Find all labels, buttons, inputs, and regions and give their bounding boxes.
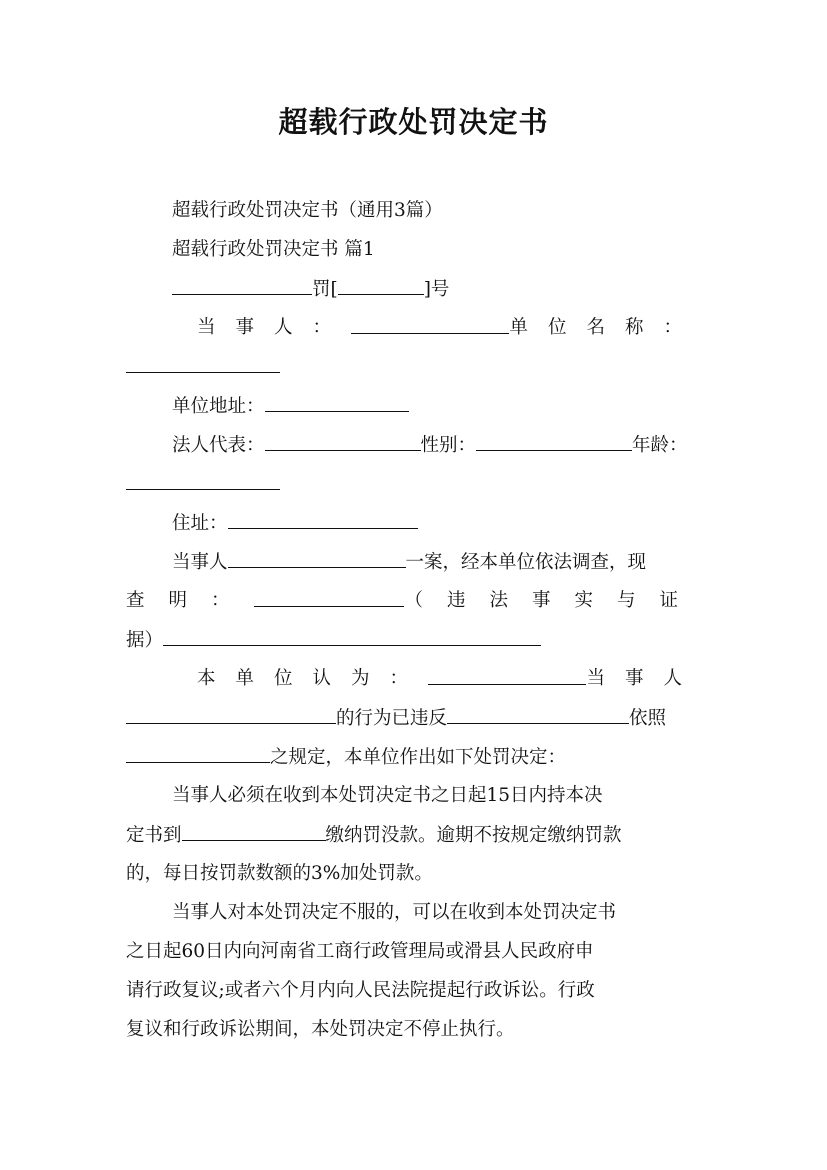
according-text: 依照 bbox=[629, 708, 667, 729]
legal-rep-field[interactable] bbox=[265, 433, 421, 451]
evidence-field[interactable] bbox=[163, 628, 541, 646]
opinion-label: 本单位认为： bbox=[197, 668, 429, 689]
gender-field[interactable] bbox=[476, 433, 632, 451]
gender-label: 性别： bbox=[420, 435, 477, 456]
payment-text: 缴纳罚没款。逾期不按规定缴纳罚款 bbox=[325, 825, 622, 846]
appeal-line-3: 请行政复议;或者六个月内向人民法院提起行政诉讼。行政 bbox=[126, 980, 595, 1001]
opinion-party-label: 当事人 bbox=[586, 668, 702, 689]
residence-field[interactable] bbox=[228, 511, 418, 529]
unit-name-continuation bbox=[126, 355, 280, 380]
document-number-line bbox=[172, 277, 449, 302]
decision-line-2 bbox=[126, 823, 622, 848]
unit-name-field[interactable] bbox=[126, 355, 280, 373]
appeal-line-1: 当事人对本处罚决定不服的，可以在收到本处罚决定书 bbox=[172, 902, 617, 923]
payment-place-label: 定书到 bbox=[126, 825, 182, 846]
opinion-party-field[interactable] bbox=[126, 706, 336, 724]
findings-note-end: 据） bbox=[126, 630, 164, 651]
unit-address-label: 单位地址： bbox=[172, 396, 265, 417]
appeal-line-2: 之日起60日内向河南省工商行政管理局或滑县人民政府申 bbox=[126, 941, 594, 962]
findings-label: 查明： bbox=[126, 590, 254, 611]
violated-rule-field[interactable] bbox=[447, 706, 629, 724]
appeal-line-4: 复议和行政诉讼期间，本处罚决定不停止执行。 bbox=[126, 1019, 515, 1040]
decision-line-1: 当事人必须在收到本处罚决定书之日起15日内持本决 bbox=[172, 785, 603, 806]
findings-field[interactable] bbox=[254, 589, 405, 607]
party-label: 当事人： bbox=[197, 317, 352, 338]
case-line-1 bbox=[172, 550, 646, 575]
age-continuation bbox=[126, 472, 280, 497]
case-party-label: 当事人 bbox=[172, 552, 228, 573]
subtitle-line: 超载行政处罚决定书（通用3篇） bbox=[172, 200, 443, 221]
unit-address-field[interactable] bbox=[265, 394, 409, 412]
age-field[interactable] bbox=[126, 472, 280, 490]
opinion-line-2 bbox=[126, 706, 666, 731]
opinion-field[interactable] bbox=[428, 667, 586, 685]
legal-rep-label: 法人代表： bbox=[172, 435, 265, 456]
document-number-suffix: ]号 bbox=[423, 279, 450, 300]
party-line bbox=[197, 316, 702, 340]
party-field[interactable] bbox=[351, 316, 509, 334]
payment-place-field[interactable] bbox=[182, 823, 326, 841]
section-heading: 超载行政处罚决定书 篇1 bbox=[172, 239, 375, 260]
document-title: 超载行政处罚决定书 bbox=[278, 105, 549, 139]
case-line-3 bbox=[126, 628, 541, 653]
document-number-prefix: 罚[ bbox=[312, 279, 338, 300]
unit-address-line bbox=[172, 394, 409, 419]
findings-note: （违法事实与证 bbox=[404, 590, 702, 611]
opinion-line-1 bbox=[197, 667, 702, 691]
violation-text: 的行为已违反 bbox=[336, 708, 448, 729]
residence-label: 住址： bbox=[172, 513, 228, 534]
document-number-field[interactable] bbox=[338, 277, 424, 295]
decision-line-3: 的，每日按罚款数额的3%加处罚款。 bbox=[126, 863, 433, 884]
case-line-2 bbox=[126, 589, 702, 613]
case-party-field[interactable] bbox=[228, 550, 406, 568]
case-text: 一案，经本单位依法调查，现 bbox=[405, 552, 647, 573]
document-number-blank[interactable] bbox=[172, 277, 312, 295]
residence-line bbox=[172, 511, 418, 536]
age-label: 年龄： bbox=[632, 435, 688, 456]
decision-intro: 之规定，本单位作出如下处罚决定： bbox=[270, 747, 567, 768]
unit-name-label: 单位名称： bbox=[509, 317, 702, 338]
legal-rep-line bbox=[172, 433, 688, 458]
opinion-line-3 bbox=[126, 745, 566, 770]
legal-basis-field[interactable] bbox=[126, 745, 270, 763]
